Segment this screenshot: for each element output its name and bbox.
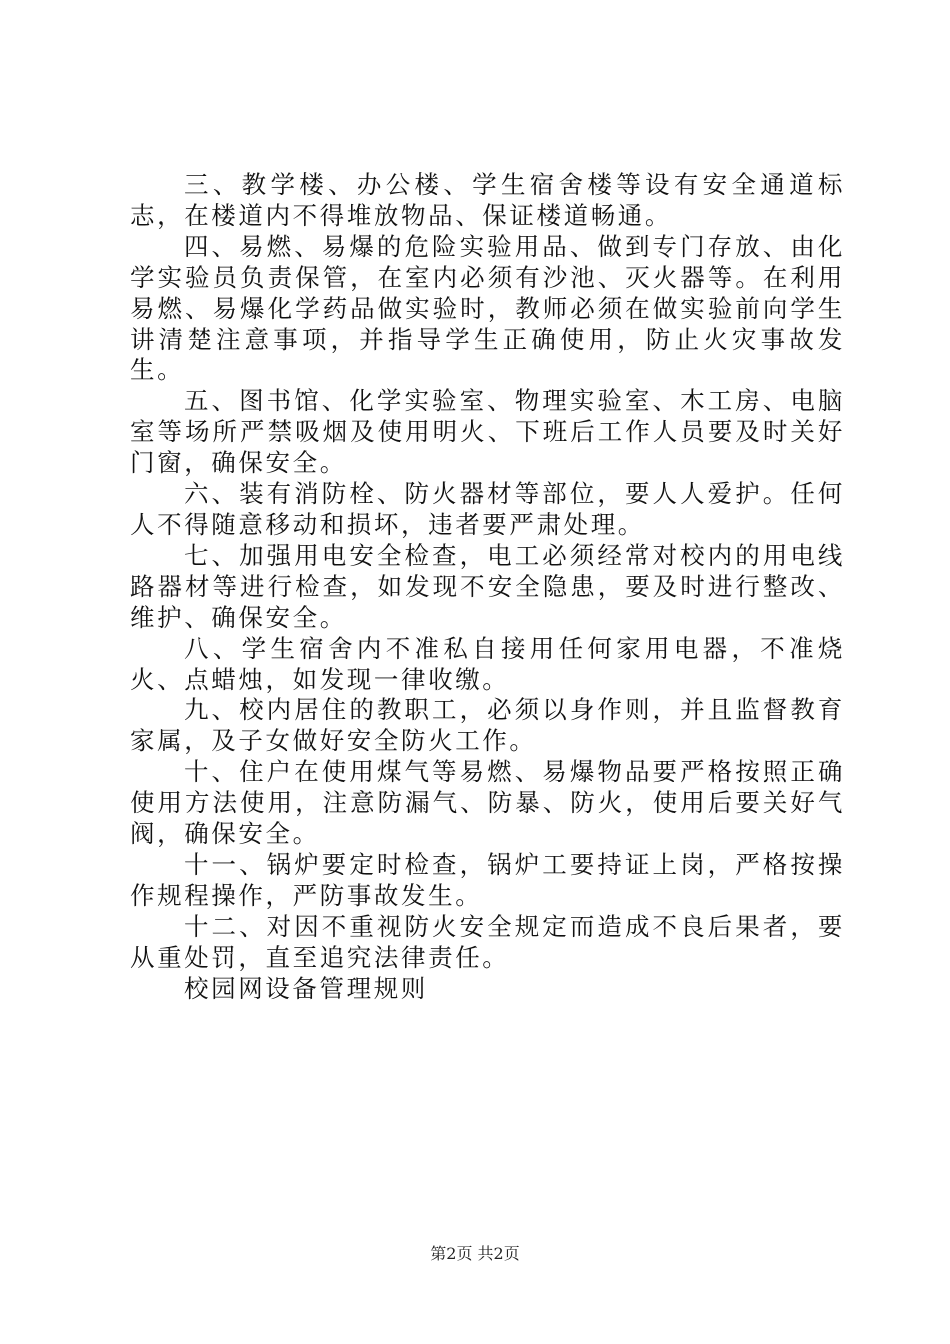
paragraph-8: 八、学生宿舍内不准私自接用任何家用电器，不准烧火、点蜡烛，如发现一律收缴。 [130, 633, 845, 694]
paragraph-7: 七、加强用电安全检查，电工必须经常对校内的用电线路器材等进行检查，如发现不安全隐患，要及时进行整改、维护、确保安全。 [130, 540, 845, 632]
paragraph-11: 十一、锅炉要定时检查，锅炉工要持证上岗，严格按操作规程操作，严防事故发生。 [130, 849, 845, 910]
paragraph-6: 六、装有消防栓、防火器材等部位，要人人爱护。任何人不得随意移动和损坏，违者要严肃处理。 [130, 479, 845, 539]
paragraph-10: 十、住户在使用煤气等易燃、易爆物品要严格按照正确使用方法使用，注意防漏气、防暴、防火，使用后要关好气阀，确保安全。 [130, 757, 845, 849]
paragraph-5: 五、图书馆、化学实验室、物理实验室、木工房、电脑室等场所严禁吸烟及使用明火、下班后工作人员要及时关好门窗，确保安全。 [130, 386, 845, 478]
paragraph-4: 四、易燃、易爆的危险实验用品、做到专门存放、由化学实验员负责保管，在室内必须有沙池、灭火器等。在利用易燃、易爆化学药品做实验时，教师必须在做实验前向学生讲清楚注意事项，并指导学生正确使用，防止火灾事故发生。 [130, 231, 845, 385]
paragraph-3: 三、教学楼、办公楼、学生宿舍楼等设有安全通道标志，在楼道内不得堆放物品、保证楼道畅通。 [130, 170, 845, 230]
paragraph-9: 九、校内居住的教职工，必须以身作则，并且监督教育家属，及子女做好安全防火工作。 [130, 695, 845, 756]
section-heading: 校园网设备管理规则 [184, 973, 428, 1003]
document-body [130, 170, 845, 1004]
page-number-footer: 第2页 共2页 [430, 1244, 520, 1263]
paragraph-12: 十二、对因不重视防火安全规定而造成不良后果者，要从重处罚，直至追究法律责任。 [130, 911, 845, 972]
